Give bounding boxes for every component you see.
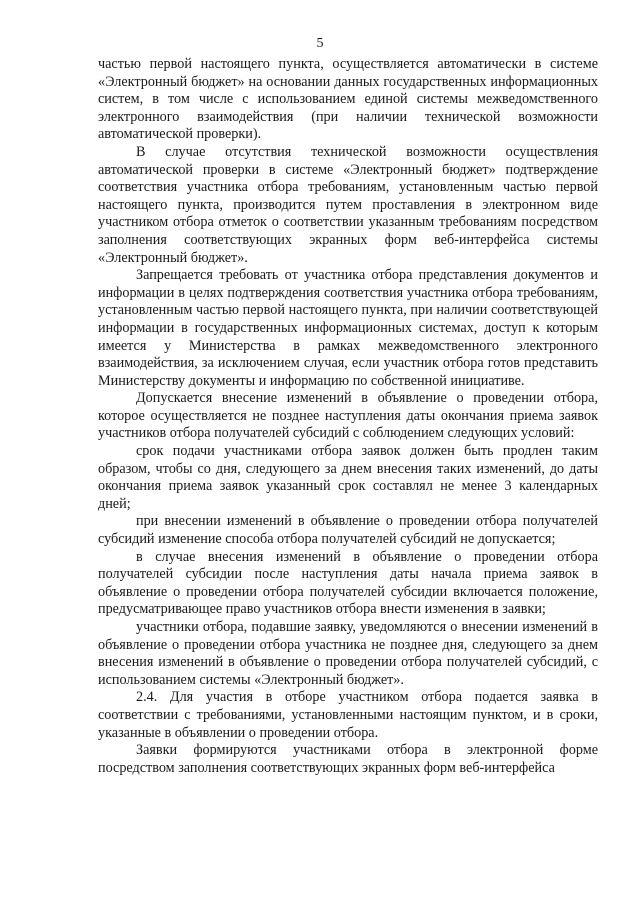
page-number: 5 [316, 36, 324, 51]
paragraph-verification-continuation: частью первой настоящего пункта, осуществляется автоматически в системе «Электронный бюджет» на основании данных государственных информационных систем, в том числе с использованием единой системы межведомственного электронного взаимодействия (при наличии технической возможности автоматической проверки). [98, 56, 598, 143]
paragraph-condition-right-to-amend: в случае внесения изменений в объявление о проведении отбора получателей субсидии после наступления даты начала приема заявок в объявление о проведении отбора получателей субсидии включается положение, предусматривающее право участников отбора внести изменения в заявки; [98, 548, 598, 618]
document-body [98, 56, 598, 777]
paragraph-section-2-4: 2.4. Для участия в отборе участником отбора подается заявка в соответствии с требованиями, установленными настоящим пунктом, и в сроки, указанные в объявлении о проведении отбора. [98, 689, 598, 741]
paragraph-changes-allowed: Допускается внесение изменений в объявление о проведении отбора, которое осуществляется не позднее наступления даты окончания приема заявок участников отбора получателей субсидий с соблюдением следующих условий: [98, 390, 598, 442]
paragraph-condition-notification: участники отбора, подавшие заявку, уведомляются о внесении изменений в объявление о проведении отбора участника не позднее дня, следующего за днем внесения изменений в объявление о проведении отбора получателей субсидий, с использованием системы «Электронный бюджет». [98, 619, 598, 688]
paragraph-no-technical-capability: В случае отсутствия технической возможности осуществления автоматической проверки в системе «Электронный бюджет» подтверждение соответствия участника отбора требованиям, установленным частью первой настоящего пункта, производится путем проставления в электронном виде участником отбора отметок о соответствии указанным требованиям посредством заполнения соответствующих экранных форм веб-интерфейса системы «Электронный бюджет». [98, 143, 598, 266]
paragraph-condition-method-unchanged: при внесении изменений в объявление о проведении отбора получателей субсидий изменение способа отбора получателей субсидий не допускается; [98, 513, 598, 548]
paragraph-applications-formed: Заявки формируются участниками отбора в электронной форме посредством заполнения соответствующих экранных форм веб-интерфейса [98, 742, 598, 776]
paragraph-condition-deadline-extension: срок подачи участниками отбора заявок должен быть продлен таким образом, чтобы со дня, следующего за днем внесения таких изменений, до даты окончания приема заявок указанный срок составлял не менее 3 календарных дней; [98, 443, 598, 512]
paragraph-prohibition-documents: Запрещается требовать от участника отбора представления документов и информации в целях подтверждения соответствия участника отбора требованиям, установленным частью первой настоящего пункта, при наличии соответствующей информации в государственных информационных системах, доступ к которым имеется у Министерства в рамках межведомственного электронного взаимодействия, за исключением случая, если участник отбора готов представить Министерству документы и информацию по собственной инициативе. [98, 267, 598, 389]
